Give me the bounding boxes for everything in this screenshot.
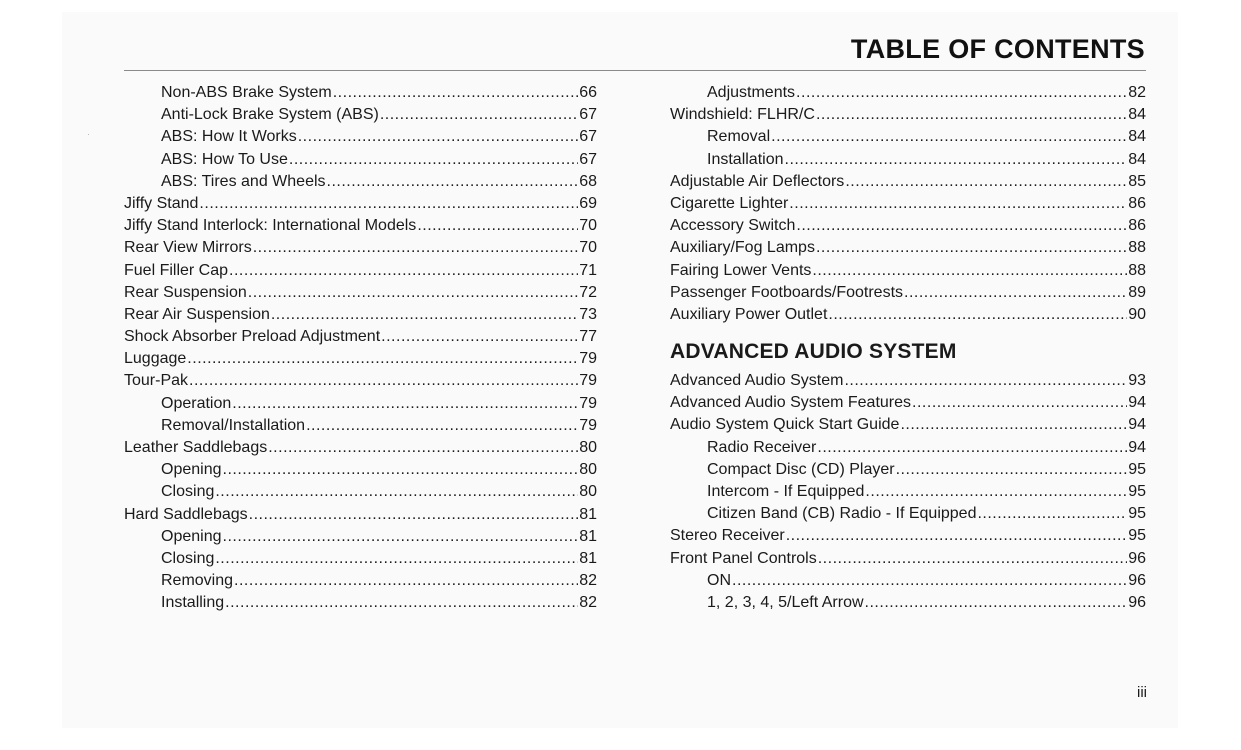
dot-leader	[865, 483, 1127, 501]
dot-leader	[912, 394, 1127, 412]
toc-entry-page: 81	[579, 549, 597, 567]
toc-entry-page: 95	[1128, 527, 1146, 545]
toc-entry-label: Auxiliary Power Outlet	[670, 305, 828, 323]
dot-leader	[249, 506, 579, 524]
toc-entry-page: 89	[1128, 283, 1146, 301]
toc-entry-page: 96	[1128, 593, 1146, 611]
page-title: TABLE OF CONTENTS	[850, 34, 1145, 64]
toc-right-bottom-list	[670, 372, 1146, 616]
toc-entry-page: 94	[1128, 394, 1146, 412]
toc-entry-label: Removal	[707, 128, 771, 146]
toc-entry[interactable]	[670, 394, 1146, 416]
toc-entry[interactable]	[670, 372, 1146, 394]
toc-entry-label: Removal/Installation	[161, 416, 306, 434]
toc-entry[interactable]	[124, 350, 597, 372]
toc-entry[interactable]	[670, 483, 1146, 505]
toc-entry-label: Adjustments	[707, 84, 796, 101]
toc-entry[interactable]	[670, 505, 1146, 527]
toc-entry[interactable]	[124, 572, 597, 594]
dot-leader	[789, 195, 1127, 213]
toc-entry-page: 73	[579, 305, 597, 323]
toc-entry-page: 81	[579, 505, 597, 523]
dot-leader	[812, 262, 1127, 280]
toc-entry[interactable]	[124, 395, 597, 417]
toc-entry-page: 79	[579, 350, 597, 368]
dot-leader	[268, 439, 578, 457]
toc-entry-label: Luggage	[124, 350, 187, 368]
dot-leader	[223, 528, 579, 546]
toc-entry-page: 82	[579, 572, 597, 590]
toc-entry[interactable]	[670, 306, 1146, 328]
toc-entry-page: 93	[1128, 372, 1146, 390]
dot-leader	[816, 239, 1127, 257]
toc-entry-label: Closing	[161, 549, 215, 567]
toc-entry[interactable]	[124, 417, 597, 439]
dot-leader	[234, 572, 578, 590]
dot-leader	[977, 505, 1127, 523]
toc-entry-label: Jiffy Stand	[124, 194, 199, 212]
toc-entry[interactable]	[670, 262, 1146, 284]
dot-leader	[215, 483, 578, 501]
dot-leader	[225, 594, 578, 612]
toc-entry-page: 96	[1128, 571, 1146, 589]
toc-entry-label: Opening	[161, 461, 222, 479]
dot-leader	[796, 217, 1127, 235]
toc-entry-label: Advanced Audio System Features	[670, 394, 912, 412]
dot-leader	[229, 262, 578, 280]
toc-entry[interactable]	[670, 128, 1146, 150]
toc-entry-page: 68	[579, 172, 597, 190]
toc-entry-page: 81	[579, 527, 597, 545]
dot-leader	[380, 106, 578, 124]
toc-entry-label: ABS: How It Works	[161, 128, 297, 146]
toc-entry[interactable]	[124, 372, 597, 394]
toc-entry[interactable]	[124, 461, 597, 483]
toc-entry-page: 86	[1128, 217, 1146, 235]
dot-leader	[232, 395, 578, 413]
toc-entry[interactable]	[670, 572, 1146, 594]
toc-entry[interactable]	[670, 195, 1146, 217]
toc-entry-label: Opening	[161, 527, 222, 545]
toc-entry[interactable]	[670, 439, 1146, 461]
dot-leader	[223, 461, 579, 479]
toc-entry[interactable]	[124, 439, 597, 461]
dot-leader	[844, 372, 1127, 390]
toc-entry-page: 67	[579, 128, 597, 146]
toc-left-column	[124, 84, 597, 617]
toc-entry-label: Radio Receiver	[707, 438, 817, 456]
toc-entry-label: Fuel Filler Cap	[124, 261, 229, 279]
toc-entry-page: 84	[1128, 106, 1146, 124]
toc-entry[interactable]	[670, 416, 1146, 438]
dot-leader	[904, 284, 1127, 302]
dot-leader	[818, 550, 1127, 568]
toc-entry-page: 80	[579, 439, 597, 456]
dot-leader	[248, 284, 578, 302]
toc-entry[interactable]	[670, 84, 1146, 106]
toc-entry-label: Installing	[161, 594, 225, 612]
toc-entry-label: Anti-Lock Brake System (ABS)	[161, 106, 379, 124]
toc-entry-label: Front Panel Controls	[670, 549, 817, 567]
dot-leader	[865, 594, 1128, 612]
dot-leader	[189, 372, 578, 390]
toc-entry-page: 90	[1128, 305, 1146, 323]
dot-leader	[771, 128, 1127, 146]
toc-entry[interactable]	[670, 594, 1146, 616]
toc-entry-label: 1, 2, 3, 4, 5/Left Arrow	[707, 593, 864, 611]
toc-entry[interactable]	[670, 239, 1146, 261]
toc-entry-label: ON	[707, 571, 731, 589]
toc-entry[interactable]	[124, 239, 597, 261]
toc-entry-label: Rear Air Suspension	[124, 305, 270, 323]
page-number: iii	[1137, 684, 1147, 701]
toc-entry[interactable]	[670, 173, 1146, 195]
toc-entry-label: Advanced Audio System	[670, 372, 844, 390]
toc-entry-page: 80	[579, 483, 597, 501]
toc-entry-label: Audio System Quick Start Guide	[670, 416, 900, 434]
toc-entry-label: Windshield: FLHR/C	[670, 106, 815, 124]
scan-speck	[88, 134, 89, 135]
toc-entry[interactable]	[670, 106, 1146, 128]
toc-entry-page: 95	[1128, 483, 1146, 500]
toc-entry-label: Installation	[707, 150, 784, 168]
toc-entry[interactable]	[124, 306, 597, 328]
toc-entry-page: 96	[1128, 549, 1146, 567]
toc-entry[interactable]	[670, 461, 1146, 483]
toc-entry-label: Jiffy Stand Interlock: International Models	[124, 217, 417, 235]
toc-entry-page: 82	[1128, 84, 1146, 101]
toc-right-top-list	[670, 84, 1146, 328]
dot-leader	[333, 84, 578, 102]
toc-entry-label: Intercom - If Equipped	[707, 483, 865, 500]
dot-leader	[253, 239, 578, 257]
dot-leader	[271, 306, 578, 324]
toc-entry-label: Stereo Receiver	[670, 527, 785, 545]
dot-leader	[199, 195, 578, 213]
toc-entry-page: 88	[1128, 239, 1146, 257]
dot-leader	[817, 439, 1127, 457]
toc-entry-label: Adjustable Air Deflectors	[670, 172, 845, 190]
dot-leader	[816, 106, 1127, 124]
toc-entry[interactable]	[670, 550, 1146, 572]
toc-entry-label: Operation	[161, 394, 232, 412]
dot-leader	[732, 572, 1127, 590]
toc-entry[interactable]	[670, 217, 1146, 239]
toc-entry-page: 85	[1128, 172, 1146, 190]
toc-entry-label: Cigarette Lighter	[670, 194, 789, 212]
toc-entry-label: Fairing Lower Vents	[670, 261, 812, 279]
dot-leader	[298, 128, 578, 146]
toc-entry[interactable]	[124, 550, 597, 572]
dot-leader	[381, 328, 578, 346]
toc-entry-page: 94	[1128, 438, 1146, 456]
toc-entry-label: Compact Disc (CD) Player	[707, 460, 895, 478]
dot-leader	[896, 461, 1128, 479]
toc-entry-label: Accessory Switch	[670, 217, 796, 235]
toc-entry-label: Rear Suspension	[124, 283, 247, 301]
toc-right-column	[670, 84, 1146, 616]
toc-entry[interactable]	[670, 151, 1146, 173]
section-heading: ADVANCED AUDIO SYSTEM	[670, 340, 957, 364]
toc-entry-page: 70	[579, 239, 597, 257]
toc-entry[interactable]	[124, 506, 597, 528]
toc-entry-page: 94	[1128, 416, 1146, 434]
toc-entry[interactable]	[124, 195, 597, 217]
toc-entry-page: 95	[1128, 460, 1146, 478]
toc-entry-label: ABS: How To Use	[161, 150, 288, 168]
toc-entry[interactable]	[124, 528, 597, 550]
toc-entry-page: 82	[579, 594, 597, 612]
toc-entry-label: Rear View Mirrors	[124, 239, 252, 257]
toc-entry-page: 67	[579, 150, 597, 168]
toc-entry[interactable]	[124, 173, 597, 195]
toc-entry-page: 77	[579, 328, 597, 346]
dot-leader	[215, 550, 578, 568]
toc-entry-page: 84	[1128, 128, 1146, 146]
toc-entry[interactable]	[124, 483, 597, 505]
toc-entry-label: Hard Saddlebags	[124, 505, 248, 523]
dot-leader	[187, 350, 578, 368]
toc-entry-page: 86	[1128, 194, 1146, 212]
dot-leader	[796, 84, 1127, 102]
toc-entry[interactable]	[124, 328, 597, 350]
toc-entry[interactable]	[124, 594, 597, 616]
toc-entry-page: 79	[579, 416, 597, 434]
dot-leader	[327, 173, 579, 191]
toc-entry[interactable]	[670, 527, 1146, 549]
toc-entry-page: 69	[579, 194, 597, 212]
title-rule	[124, 70, 1146, 71]
toc-entry[interactable]	[124, 84, 597, 106]
toc-entry-page: 88	[1128, 261, 1146, 279]
toc-entry-page: 71	[579, 261, 597, 279]
toc-entry[interactable]	[124, 217, 597, 239]
toc-entry-page: 67	[579, 106, 597, 124]
toc-entry-page: 80	[579, 461, 597, 479]
toc-entry-page: 95	[1128, 505, 1146, 523]
dot-leader	[786, 527, 1127, 545]
toc-entry-page: 70	[579, 217, 597, 235]
toc-entry-label: Non-ABS Brake System	[161, 84, 332, 101]
toc-entry-label: Tour-Pak	[124, 372, 189, 390]
dot-leader	[306, 417, 578, 435]
dot-leader	[845, 173, 1127, 191]
dot-leader	[417, 217, 578, 235]
toc-entry-label: Auxiliary/Fog Lamps	[670, 239, 815, 257]
toc-entry-label: Removing	[161, 572, 234, 590]
toc-entry-page: 79	[579, 372, 597, 390]
toc-entry[interactable]	[124, 151, 597, 173]
toc-entry-page: 66	[579, 84, 597, 101]
toc-entry-label: Leather Saddlebags	[124, 439, 268, 456]
toc-entry-label: ABS: Tires and Wheels	[161, 172, 326, 190]
toc-entry-page: 72	[579, 283, 597, 301]
toc-entry-label: Citizen Band (CB) Radio - If Equipped	[707, 505, 977, 523]
dot-leader	[828, 306, 1127, 324]
dot-leader	[900, 416, 1127, 434]
toc-entry[interactable]	[124, 128, 597, 150]
toc-entry[interactable]	[124, 262, 597, 284]
toc-entry[interactable]	[670, 284, 1146, 306]
toc-entry-label: Shock Absorber Preload Adjustment	[124, 328, 381, 346]
dot-leader	[785, 151, 1128, 169]
toc-entry-page: 79	[579, 394, 597, 412]
toc-entry-page: 84	[1128, 150, 1146, 168]
toc-entry-label: Closing	[161, 483, 215, 501]
toc-entry[interactable]	[124, 106, 597, 128]
toc-entry[interactable]	[124, 284, 597, 306]
toc-entry-label: Passenger Footboards/Footrests	[670, 283, 904, 301]
dot-leader	[289, 151, 578, 169]
